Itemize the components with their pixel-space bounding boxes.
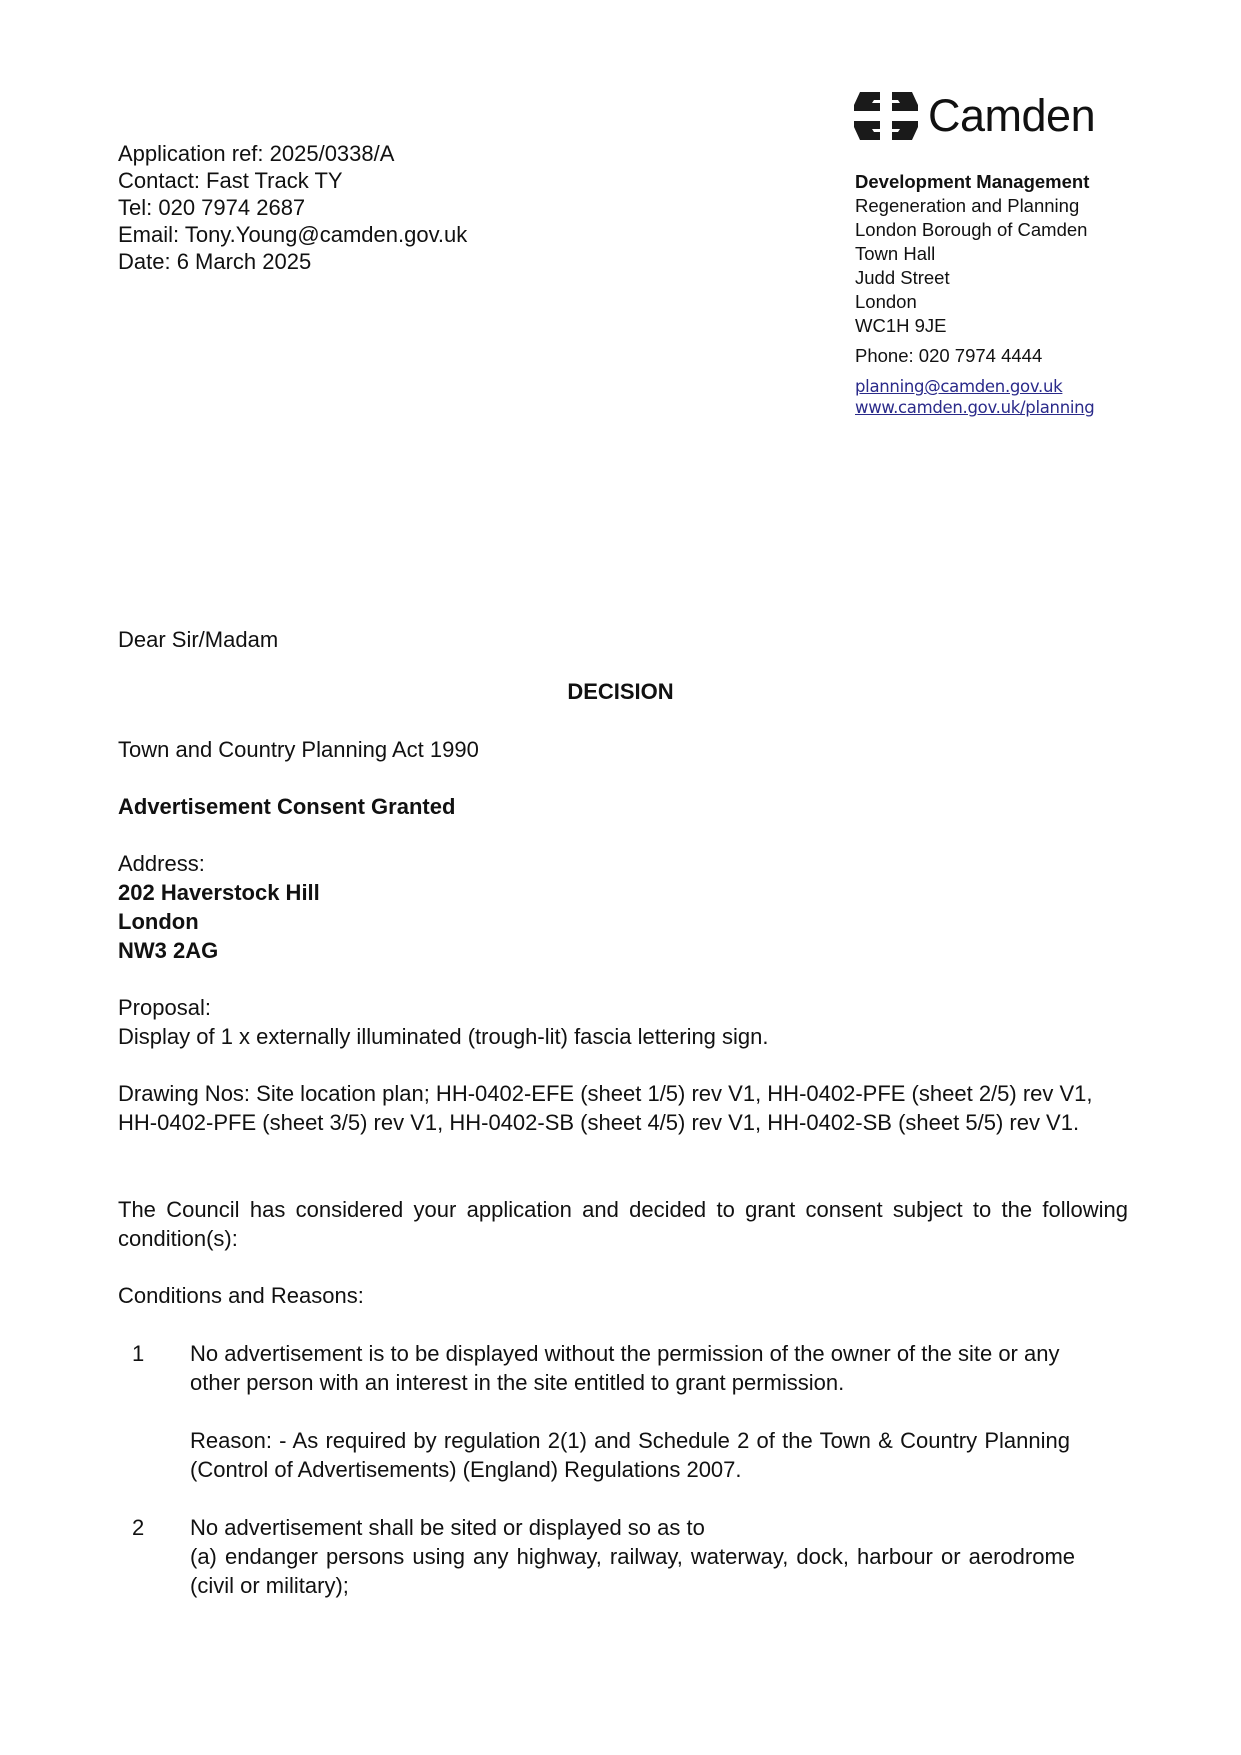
contact-name: Contact: Fast Track TY (118, 168, 343, 193)
application-ref: Application ref: 2025/0338/A (118, 141, 395, 166)
site-address-block (118, 849, 320, 965)
address-line: Judd Street (855, 267, 950, 288)
site-address-line: 202 Haverstock Hill (118, 880, 320, 905)
contact-email: Email: Tony.Young@camden.gov.uk (118, 222, 468, 247)
proposal-text: Display of 1 x externally illuminated (trough-lit) fascia lettering sign. (118, 1024, 769, 1049)
decision-type: Advertisement Consent Granted (118, 794, 456, 819)
condition-number: 1 (132, 1341, 145, 1366)
decision-heading: DECISION (567, 679, 674, 704)
condition-text: No advertisement shall be sited or displayed so as to (190, 1515, 705, 1540)
application-details (118, 140, 467, 275)
proposal-block (118, 993, 1128, 1051)
letter-date: Date: 6 March 2025 (118, 249, 312, 274)
condition-number: 2 (132, 1515, 145, 1540)
address-line: Town Hall (855, 243, 936, 264)
drawing-numbers: Drawing Nos: Site location plan; HH-0402-EFE (sheet 1/5) rev V1, HH-0402-PFE (sheet 2/5) rev V1, HH-0402-PFE (sheet 3/5) rev V1, HH-0402-SB (sheet 4/5) rev V1, HH-0402-SB (sheet 5/5) rev V1. (118, 1081, 1093, 1135)
site-address-line: London (118, 909, 199, 934)
camden-logo (852, 88, 1095, 144)
planning-website-link[interactable]: www.camden.gov.uk/planning (855, 398, 1095, 417)
proposal-label: Proposal: (118, 995, 211, 1020)
site-postcode: NW3 2AG (118, 938, 219, 963)
condition-text: No advertisement is to be displayed without the permission of the owner of the site or any other person with an interest in the site entitled to grant permission. (190, 1341, 1060, 1395)
address-postcode: WC1H 9JE (855, 315, 947, 336)
salutation: Dear Sir/Madam (118, 627, 279, 652)
council-phone: Phone: 020 7974 4444 (855, 345, 1043, 366)
planning-email-link[interactable]: planning@camden.gov.uk (855, 377, 1063, 396)
address-line: Regeneration and Planning (855, 195, 1080, 216)
address-line: London (855, 291, 917, 312)
camden-wordmark: Camden (928, 90, 1096, 141)
legislation-act: Town and Country Planning Act 1990 (118, 737, 479, 762)
address-label: Address: (118, 851, 205, 876)
contact-tel: Tel: 020 7974 2687 (118, 195, 306, 220)
council-address-block (855, 170, 1094, 418)
council-statement: The Council has considered your application and decided to grant consent subject to the following condition(s): (118, 1197, 1128, 1251)
condition-subclause-a: (a) endanger persons using any highway, railway, waterway, dock, harbour or aerodrome (civil or military); (190, 1544, 1075, 1598)
conditions-heading: Conditions and Reasons: (118, 1283, 364, 1308)
condition-reason: Reason: - As required by regulation 2(1) and Schedule 2 of the Town & Country Planning (Control of Advertisements) (England) Regulations 2007. (190, 1428, 1070, 1482)
department-name: Development Management (855, 171, 1090, 192)
camden-logo-icon (852, 88, 920, 144)
address-line: London Borough of Camden (855, 219, 1088, 240)
